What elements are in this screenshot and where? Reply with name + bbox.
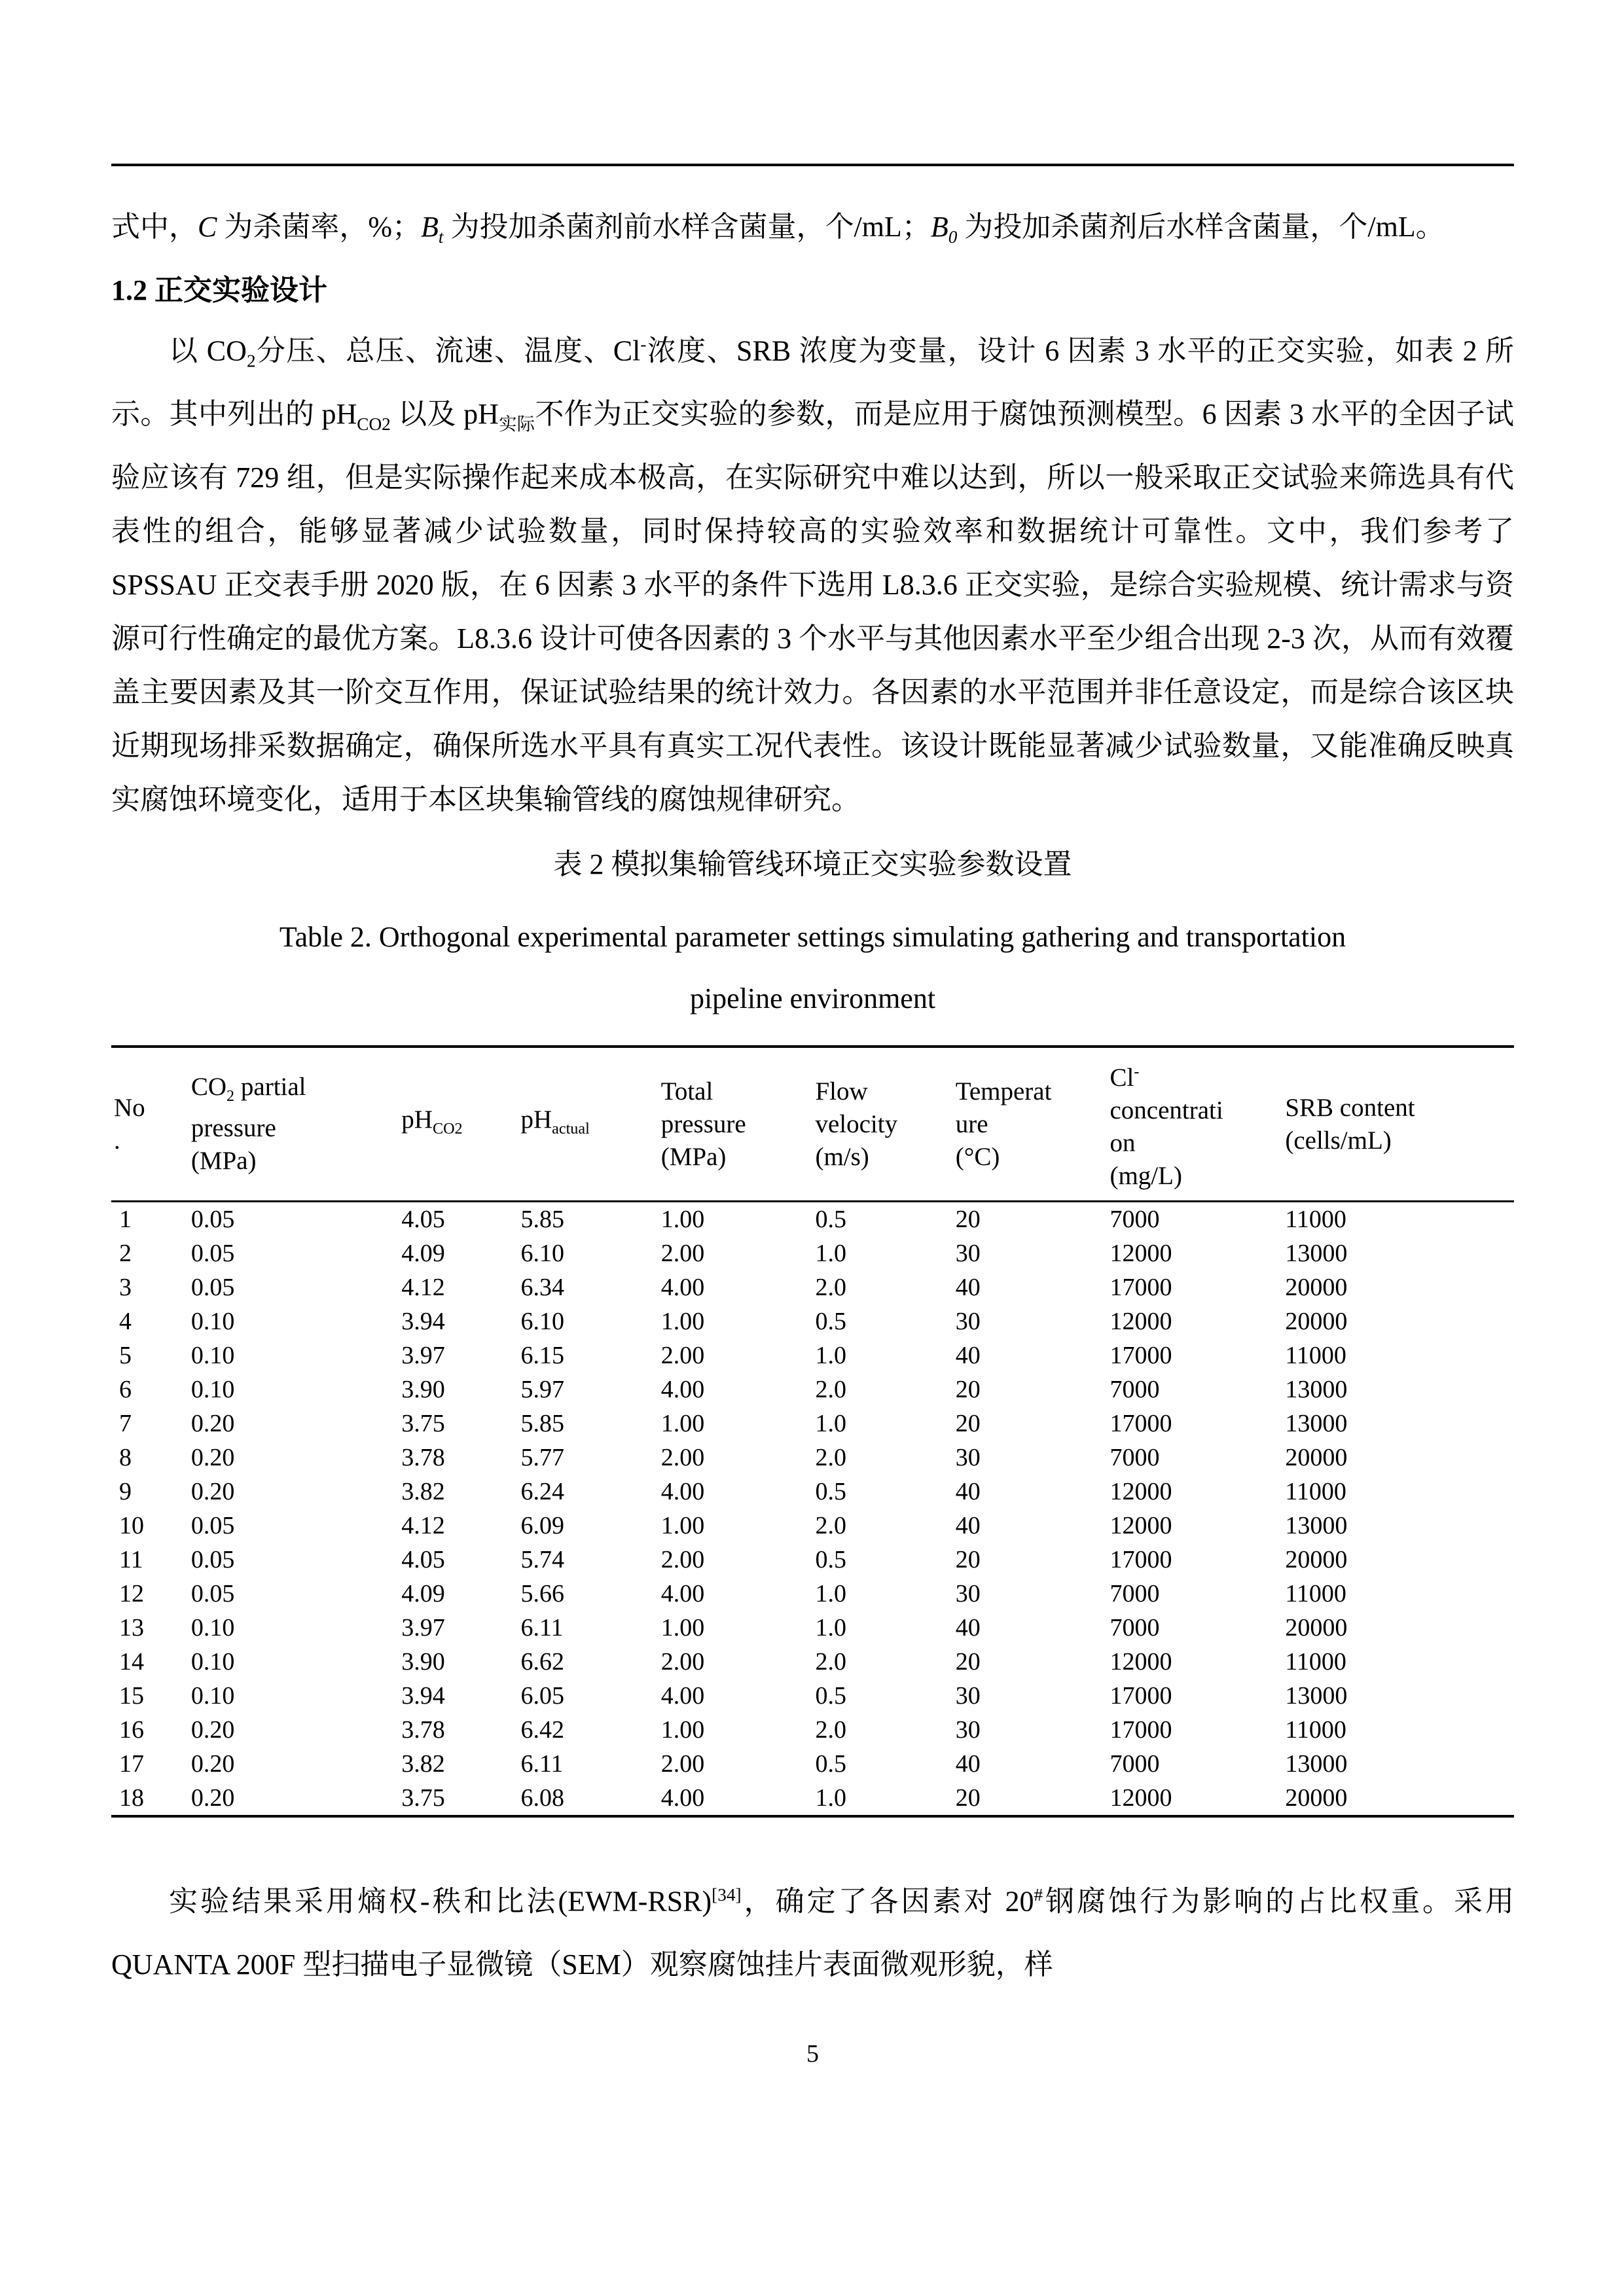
header-line <box>520 1103 655 1145</box>
table-cell: 12000 <box>1110 1512 1172 1540</box>
header-line: Flow <box>815 1077 868 1105</box>
table-cell: 0.10 <box>190 1342 235 1370</box>
table-cell: 0.10 <box>190 1376 235 1404</box>
superscript-minus: - <box>1134 1063 1140 1081</box>
table-cell: 0.5 <box>815 1308 846 1336</box>
table-cell: 2.0 <box>815 1444 846 1472</box>
text-run: ，确定了各因素对 20 <box>741 1885 1034 1918</box>
table-row <box>111 1338 1514 1372</box>
table-cell: 6 <box>119 1376 132 1404</box>
section-heading: 1.2 正交实验设计 <box>111 274 327 306</box>
header-line <box>191 1071 396 1113</box>
table-cell: 1.0 <box>815 1240 846 1268</box>
table-cell: 6.10 <box>520 1308 564 1336</box>
text-run: pH <box>520 1105 552 1134</box>
header-line: (mg/L) <box>1110 1162 1182 1191</box>
header-line: (m/s) <box>815 1142 869 1171</box>
table-cell: 4.05 <box>401 1206 445 1234</box>
table-cell: 4.00 <box>660 1784 705 1812</box>
variable-B: B <box>930 211 948 243</box>
table-cell: 9 <box>119 1478 132 1506</box>
table-cell: 0.20 <box>190 1750 235 1778</box>
text-run: 为投加杀菌剂后水样含菌量，个/mL。 <box>957 211 1445 243</box>
table-cell: 3.75 <box>401 1784 445 1812</box>
header-line: (cells/mL) <box>1285 1126 1392 1155</box>
table-row <box>111 1645 1514 1679</box>
table-cell: 0.20 <box>190 1444 235 1472</box>
text-run: partial <box>234 1072 306 1101</box>
table-row <box>111 1202 1514 1237</box>
header-line <box>1110 1056 1280 1094</box>
table-cell: 11000 <box>1285 1342 1346 1370</box>
table-cell: 5.66 <box>520 1580 564 1608</box>
table-cell: 5.85 <box>520 1410 564 1438</box>
table-cell: 4.00 <box>660 1580 705 1608</box>
table-cell: 6.08 <box>520 1784 564 1812</box>
table-cell: 2.0 <box>815 1716 846 1744</box>
table-cell: 11 <box>119 1546 143 1574</box>
table-cell: 13000 <box>1285 1512 1348 1540</box>
subscript-actual-zh: 实际 <box>498 414 535 435</box>
table-cell: 4.00 <box>660 1478 705 1506</box>
table-cell: 40 <box>955 1512 981 1540</box>
parameters-table <box>111 1045 1514 1818</box>
table-cell: 0.05 <box>190 1206 235 1234</box>
table-cell: 40 <box>955 1274 981 1302</box>
table-cell: 6.05 <box>520 1682 564 1710</box>
header-line: velocity <box>815 1109 898 1138</box>
table-cell: 30 <box>955 1308 981 1336</box>
table-cell: 6.15 <box>520 1342 564 1370</box>
table-cell: 17000 <box>1110 1546 1172 1574</box>
table-cell: 20000 <box>1285 1274 1348 1302</box>
text-run: 钢腐蚀行为影响的占比权重。采用 QUANTA 200F 型扫描电子显微镜（SEM）观察腐蚀挂片表面微观形貌，样 <box>111 1885 1515 1981</box>
table-row <box>111 1475 1514 1509</box>
table-row <box>111 1372 1514 1407</box>
table-cell: 6.10 <box>520 1240 564 1268</box>
table-cell: 0.10 <box>190 1308 235 1336</box>
col-header-flow-velocity <box>812 1047 952 1202</box>
table-cell: 40 <box>955 1478 981 1506</box>
table-cell: 13000 <box>1285 1240 1348 1268</box>
table-row <box>111 1304 1514 1338</box>
header-rule <box>111 164 1514 166</box>
table-cell: 20 <box>955 1546 981 1574</box>
table-cell: 40 <box>955 1342 981 1370</box>
table-cell: 20000 <box>1285 1784 1348 1812</box>
text-run: 实验结果采用熵权-秩和比法(EWM-RSR) <box>169 1885 712 1918</box>
header-line: . <box>114 1126 120 1155</box>
table-cell: 11000 <box>1285 1206 1346 1234</box>
table-cell: 20000 <box>1285 1308 1348 1336</box>
col-header-srb-content <box>1282 1047 1514 1202</box>
superscript-minus: - <box>640 334 647 354</box>
table-cell: 2.00 <box>660 1750 705 1778</box>
table-cell: 1.00 <box>660 1512 705 1540</box>
table-cell: 1.0 <box>815 1784 846 1812</box>
table-header-row <box>111 1047 1514 1202</box>
table-caption-en-line2: pipeline environment <box>689 982 936 1015</box>
page-number: 5 <box>806 2039 819 2068</box>
table-cell: 13000 <box>1285 1750 1348 1778</box>
table-cell: 1.0 <box>815 1342 846 1370</box>
table-cell: 7000 <box>1110 1614 1160 1642</box>
table-cell: 11000 <box>1285 1716 1346 1744</box>
table-cell: 0.5 <box>815 1206 846 1234</box>
table-cell: 3.82 <box>401 1478 445 1506</box>
text-run: CO <box>190 1072 227 1101</box>
table-row <box>111 1236 1514 1270</box>
table-cell: 10 <box>119 1512 144 1540</box>
table-cell: 0.10 <box>190 1648 235 1676</box>
table-cell: 0.5 <box>815 1750 846 1778</box>
table-cell: 3.82 <box>401 1750 445 1778</box>
table-row <box>111 1441 1514 1475</box>
table-cell: 20 <box>955 1410 981 1438</box>
header-line: (°C) <box>955 1142 1000 1171</box>
table-cell: 30 <box>955 1240 981 1268</box>
header-line: (MPa) <box>660 1142 727 1171</box>
subscript-co2: CO2 <box>432 1119 463 1138</box>
table-cell: 0.05 <box>190 1512 235 1540</box>
table-row <box>111 1781 1514 1816</box>
table-cell: 4.05 <box>401 1546 445 1574</box>
table-cell: 15 <box>119 1682 144 1710</box>
table-cell: 1.00 <box>660 1716 705 1744</box>
superscript-citation-34: [34] <box>712 1885 742 1905</box>
table-cell: 2.0 <box>815 1376 846 1404</box>
table-cell: 20 <box>955 1648 981 1676</box>
table-caption-en-line1: Table 2. Orthogonal experimental parameter settings simulating gathering and transportation <box>279 921 1346 954</box>
table-cell: 13000 <box>1285 1376 1348 1404</box>
text-run: 不作为正交实验的参数，而是应用于腐蚀预测模型。6 因素 3 水平的全因子试验应该有 729 组，但是实际操作起来成本极高，在实际研究中难以达到，所以一般采取正交试验来筛选具有代表性的组合，能够显著减少试验数量，同时保持较高的实验效率和数据统计可靠性。文中，我们参考了 SPSSAU 正交表手册 2020 版，在 6 因素 3 水平的条件下选用 L8.3.6 正交实验，是综合实验规模、统计需求与资源可行性确定的最优方案。L8.3.6 设计可使各因素的 3 个水平与其他因素水平至少组合出现 2-3 次，从而有效覆盖主要因素及其一阶交互作用，保证试验结果的统计效力。各因素的水平范围并非任意设定，而是综合该区块近期现场排采数据确定，确保所选水平具有真实工况代表性。该设计既能显著减少试验数量，又能准确反映真实腐蚀环境变化，适用于本区块集输管线的腐蚀规律研究。 <box>111 398 1515 816</box>
table-cell: 6.42 <box>520 1716 564 1744</box>
table-cell: 6.11 <box>520 1750 564 1778</box>
table-cell: 2.00 <box>660 1342 705 1370</box>
text-run: 为杀菌率，%； <box>217 211 422 243</box>
table-cell: 6.34 <box>520 1274 564 1302</box>
table-cell: 12000 <box>1110 1240 1172 1268</box>
text-run: 分压、总压、流速、温度、Cl <box>255 334 641 367</box>
table-cell: 0.05 <box>190 1274 235 1302</box>
col-header-ph-actual <box>518 1047 658 1202</box>
variable-B: B <box>421 211 439 243</box>
table-cell: 13 <box>119 1614 144 1642</box>
text-run: 浓度、SRB 浓度为变量，设计 6 因素 3 水平的正交实验，如表 2 所示。其中列出的 pH <box>111 334 1515 431</box>
table-cell: 3.90 <box>401 1376 445 1404</box>
table-cell: 0.20 <box>190 1410 235 1438</box>
table-cell: 3 <box>119 1274 132 1302</box>
variable-C: C <box>198 211 217 243</box>
text-run: 式中， <box>111 211 198 243</box>
table-cell: 30 <box>955 1580 981 1608</box>
table-row <box>111 1679 1514 1713</box>
table-cell: 13000 <box>1285 1682 1348 1710</box>
table-cell: 17000 <box>1110 1716 1172 1744</box>
table-cell: 7000 <box>1110 1444 1160 1472</box>
paragraph-formula-notes <box>111 200 1514 264</box>
table-row <box>111 1747 1514 1781</box>
table-cell: 7000 <box>1110 1580 1160 1608</box>
table-cell: 5.97 <box>520 1376 564 1404</box>
table-cell: 40 <box>955 1614 981 1642</box>
header-line: No <box>114 1093 145 1122</box>
table-row <box>111 1407 1514 1441</box>
table-cell: 3.90 <box>401 1648 445 1676</box>
variable-B-subscript-0: 0 <box>948 226 958 247</box>
table-cell: 30 <box>955 1716 981 1744</box>
table-cell: 4.12 <box>401 1512 445 1540</box>
table-cell: 2.0 <box>815 1648 846 1676</box>
table-cell: 3.75 <box>401 1410 445 1438</box>
table-cell: 11000 <box>1285 1580 1346 1608</box>
table-cell: 13000 <box>1285 1410 1348 1438</box>
header-line: concentrati <box>1110 1096 1223 1125</box>
table-cell: 7000 <box>1110 1206 1160 1234</box>
page-content <box>111 0 1514 2070</box>
paragraph-orthogonal-design <box>111 317 1514 827</box>
table-cell: 1.00 <box>660 1410 705 1438</box>
table-cell: 0.20 <box>190 1478 235 1506</box>
header-line <box>401 1103 515 1145</box>
table-cell: 3.94 <box>401 1308 445 1336</box>
variable-B-subscript-t: t <box>438 226 444 247</box>
table-cell: 1 <box>119 1206 132 1234</box>
table-cell: 4.12 <box>401 1274 445 1302</box>
table-cell: 6.11 <box>520 1614 564 1642</box>
table-row <box>111 1577 1514 1611</box>
table-cell: 17000 <box>1110 1410 1172 1438</box>
table-cell: 4.00 <box>660 1682 705 1710</box>
header-line: Temperat <box>955 1077 1052 1105</box>
table-cell: 20000 <box>1285 1444 1348 1472</box>
table-cell: 12000 <box>1110 1648 1172 1676</box>
subscript-2: 2 <box>246 351 256 371</box>
table-cell: 18 <box>119 1784 144 1812</box>
table-cell: 20 <box>955 1784 981 1812</box>
col-header-cl-concentration <box>1107 1047 1282 1202</box>
table-cell: 17000 <box>1110 1274 1172 1302</box>
text-run: Cl <box>1110 1064 1134 1092</box>
text-run: 以及 pH <box>390 398 499 431</box>
table-cell: 40 <box>955 1750 981 1778</box>
table-cell: 0.5 <box>815 1682 846 1710</box>
col-header-co2-partial-pressure <box>189 1047 399 1202</box>
text-run: 为投加杀菌剂前水样含菌量，个/mL； <box>443 211 931 243</box>
table-cell: 2.00 <box>660 1240 705 1268</box>
table-cell: 4.00 <box>660 1274 705 1302</box>
table-cell: 20000 <box>1285 1546 1348 1574</box>
table-row <box>111 1543 1514 1577</box>
col-header-ph-co2 <box>399 1047 518 1202</box>
superscript-hash: # <box>1034 1885 1043 1905</box>
table-cell: 0.05 <box>190 1546 235 1574</box>
table-cell: 0.05 <box>190 1240 235 1268</box>
table-cell: 30 <box>955 1682 981 1710</box>
table-cell: 12000 <box>1110 1784 1172 1812</box>
table-cell: 4.09 <box>401 1580 445 1608</box>
table-cell: 12 <box>119 1580 144 1608</box>
table-cell: 12000 <box>1110 1308 1172 1336</box>
table-cell: 4.00 <box>660 1376 705 1404</box>
table-cell: 1.0 <box>815 1410 846 1438</box>
table-cell: 16 <box>119 1716 144 1744</box>
subscript-actual: actual <box>552 1119 590 1138</box>
table-cell: 3.94 <box>401 1682 445 1710</box>
table-row <box>111 1713 1514 1747</box>
table-cell: 7000 <box>1110 1750 1160 1778</box>
header-line: SRB content <box>1285 1093 1415 1122</box>
table-cell: 3.78 <box>401 1716 445 1744</box>
table-cell: 12000 <box>1110 1478 1172 1506</box>
table-cell: 1.00 <box>660 1614 705 1642</box>
table-cell: 1.00 <box>660 1206 705 1234</box>
table-cell: 5.77 <box>520 1444 564 1472</box>
table-cell: 2 <box>119 1240 132 1268</box>
header-line: on <box>1110 1129 1136 1158</box>
table-caption-zh: 表 2 模拟集输管线环境正交实验参数设置 <box>553 848 1072 881</box>
table-row <box>111 1270 1514 1304</box>
table-cell: 4.09 <box>401 1240 445 1268</box>
table-row <box>111 1509 1514 1543</box>
table-cell: 6.09 <box>520 1512 564 1540</box>
table-cell: 1.0 <box>815 1614 846 1642</box>
text-run: pH <box>401 1105 433 1134</box>
table-cell: 5.85 <box>520 1206 564 1234</box>
table-body <box>111 1202 1514 1817</box>
header-line: pressure <box>660 1109 746 1138</box>
paragraph-results-method <box>111 1863 1514 1996</box>
table-cell: 2.00 <box>660 1444 705 1472</box>
table-cell: 14 <box>119 1648 144 1676</box>
header-line: (MPa) <box>190 1147 257 1175</box>
header-line: ure <box>955 1109 988 1138</box>
table-cell: 3.97 <box>401 1342 445 1370</box>
table-cell: 6.24 <box>520 1478 564 1506</box>
col-header-no <box>111 1047 189 1202</box>
table-cell: 7000 <box>1110 1376 1160 1404</box>
table-cell: 0.5 <box>815 1478 846 1506</box>
table-cell: 30 <box>955 1444 981 1472</box>
table-cell: 20 <box>955 1376 981 1404</box>
table-cell: 17000 <box>1110 1682 1172 1710</box>
text-run: 以 CO <box>169 334 247 367</box>
table-cell: 2.00 <box>660 1648 705 1676</box>
table-cell: 0.10 <box>190 1614 235 1642</box>
table-cell: 3.97 <box>401 1614 445 1642</box>
table-cell: 0.20 <box>190 1716 235 1744</box>
table-cell: 0.10 <box>190 1682 235 1710</box>
col-header-temperature <box>953 1047 1108 1202</box>
table-cell: 8 <box>119 1444 132 1472</box>
col-header-total-pressure <box>659 1047 813 1202</box>
table-cell: 11000 <box>1285 1478 1346 1506</box>
subscript-2: 2 <box>226 1086 235 1105</box>
table-cell: 2.00 <box>660 1546 705 1574</box>
table-cell: 2.0 <box>815 1274 846 1302</box>
table-cell: 0.5 <box>815 1546 846 1574</box>
table-cell: 1.0 <box>815 1580 846 1608</box>
header-line: Total <box>660 1077 713 1105</box>
table-cell: 5.74 <box>520 1546 564 1574</box>
table-cell: 7 <box>119 1410 132 1438</box>
table-cell: 5 <box>119 1342 132 1370</box>
table-row <box>111 1611 1514 1645</box>
table-cell: 17000 <box>1110 1342 1172 1370</box>
table-cell: 4 <box>119 1308 132 1336</box>
table-cell: 11000 <box>1285 1648 1346 1676</box>
header-line: pressure <box>190 1114 276 1143</box>
table-cell: 0.20 <box>190 1784 235 1812</box>
subscript-co2: CO2 <box>357 414 391 435</box>
table-cell: 3.78 <box>401 1444 445 1472</box>
table-cell: 1.00 <box>660 1308 705 1336</box>
table-cell: 6.62 <box>520 1648 564 1676</box>
table-caption-en <box>111 906 1514 1030</box>
table-cell: 0.05 <box>190 1580 235 1608</box>
table-cell: 17 <box>119 1750 144 1778</box>
table-cell: 2.0 <box>815 1512 846 1540</box>
table-cell: 20000 <box>1285 1614 1348 1642</box>
table-cell: 20 <box>955 1206 981 1234</box>
